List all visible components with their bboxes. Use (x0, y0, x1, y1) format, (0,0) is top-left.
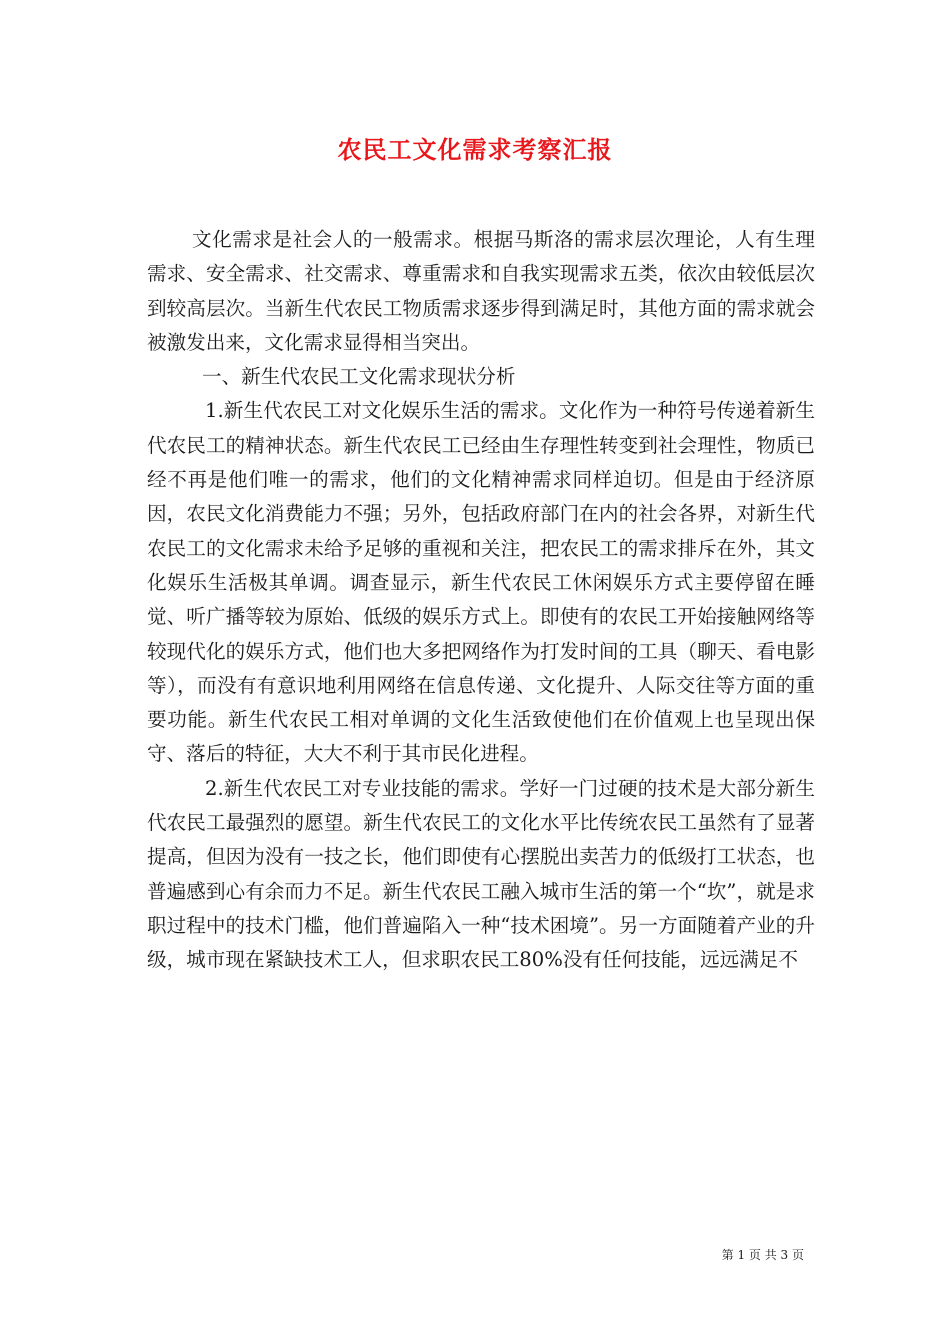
section-heading: 一、新生代农民工文化需求现状分析 (202, 365, 516, 389)
paragraph-cultural-entertainment: 1.新生代农民工对文化娱乐生活的需求。文化作为一种符号传递着新生代农民工的精神状态。新生代农民工已经由生存理性转变到社会理性，物质已经不再是他们唯一的需求，他们的文化精神需求同样迫切。但是由于经济原因，农民文化消费能力不强；另外，包括政府部门在内的社会各界，对新生代农民工的文化需求未给予足够的重视和关注，把农民工的需求排斥在外，其文化娱乐生活极其单调。调查显示，新生代农民工休闲娱乐方式主要停留在睡觉、听广播等较为原始、低级的娱乐方式上。即使有的农民工开始接触网络等较现代化的娱乐方式，他们也大多把网络作为打发时间的工具（聊天、看电影等），而没有有意识地利用网络在信息传递、文化提升、人际交往等方面的重要功能。新生代农民工相对单调的文化生活致使他们在价值观上也呈现出保守、落后的特征，大大不利于其市民化进程。 (147, 399, 815, 766)
paragraph-professional-skills: 2.新生代农民工对专业技能的需求。学好一门过硬的技术是大部分新生代农民工最强烈的愿望。新生代农民工的文化水平比传统农民工虽然有了显著提高，但因为没有一技之长，他们即使有心摆脱出卖苦力的低级打工状态，也普遍感到心有余而力不足。新生代农民工融入城市生活的第一个“坎”，就是求职过程中的技术门槛，他们普遍陷入一种“技术困境”。另一方面随着产业的升级，城市现在紧缺技术工人，但求职农民工80%没有任何技能，远远满足不 (147, 776, 815, 972)
document-title: 农民工文化需求考察汇报 (337, 135, 613, 164)
page-number-footer: 第 1 页 共 3 页 (721, 1248, 804, 1262)
intro-paragraph: 文化需求是社会人的一般需求。根据马斯洛的需求层次理论，人有生理需求、安全需求、社交需求、尊重需求和自我实现需求五类，依次由较低层次到较高层次。当新生代农民工物质需求逐步得到满足时，其他方面的需求就会被激发出来，文化需求显得相当突出。 (147, 228, 815, 354)
document-body (147, 223, 815, 978)
